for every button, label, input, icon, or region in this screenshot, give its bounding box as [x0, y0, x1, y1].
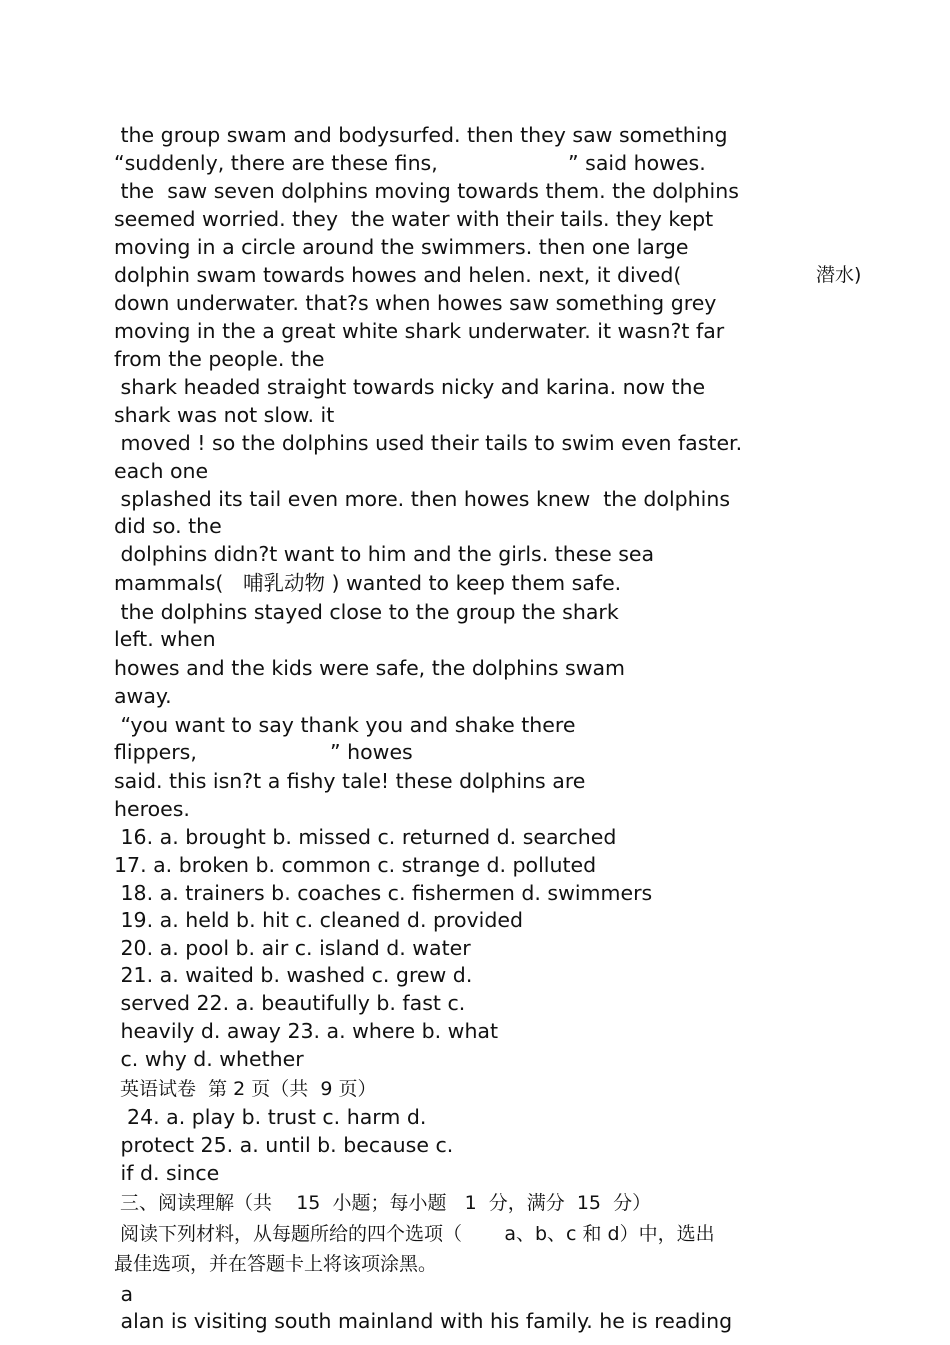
passage-line: the saw seven dolphins moving towards them. the dolphins [114, 179, 739, 203]
passage-line: moving in the a great white shark underwater. it wasn?t far [114, 319, 725, 343]
section-heading: 三、阅读理解（共 15 小题；每小题 1 分，满分 15 分） [114, 1192, 652, 1214]
option-line: c. why d. whether [114, 1047, 304, 1071]
passage-line: the group swam and bodysurfed. then they saw something [114, 123, 728, 147]
option-line: 20. a. pool b. air c. island d. water [114, 936, 471, 960]
option-line: 17. a. broken b. common c. strange d. polluted [114, 853, 597, 877]
option-line: 18. a. trainers b. coaches c. fishermen d. swimmers [114, 881, 653, 905]
passage-line: said. this isn?t a fishy tale! these dolphins are [114, 769, 586, 793]
passage-line: heroes. [114, 797, 190, 821]
section-instruction: 最佳选项，并在答题卡上将该项涂黑。 [114, 1253, 438, 1275]
passage-line: the dolphins stayed close to the group the shark [114, 600, 619, 624]
passage-line: away. [114, 684, 172, 708]
option-line: 21. a. waited b. washed c. grew d. [114, 963, 473, 987]
passage-line: “suddenly, there are these fins, [114, 151, 438, 175]
option-line: 19. a. held b. hit c. cleaned d. provided [114, 908, 523, 932]
passage-line: from the people. the [114, 347, 325, 371]
passage-line: splashed its tail even more. then howes knew the dolphins [114, 487, 731, 511]
passage-line: left. when [114, 627, 216, 651]
passage-line: seemed worried. they the water with their tails. they kept [114, 207, 714, 231]
passage-line: ” said howes. [568, 151, 706, 175]
option-line: 24. a. play b. trust c. harm d. [114, 1105, 427, 1129]
option-line: heavily d. away 23. a. where b. what [114, 1019, 499, 1043]
page-footer: 英语试卷 第 2 页（共 9 页） [114, 1078, 377, 1100]
passage-line: did so. the [114, 514, 222, 538]
option-line: 16. a. brought b. missed c. returned d. searched [114, 825, 617, 849]
option-line: served 22. a. beautifully b. fast c. [114, 991, 466, 1015]
passage-line: shark headed straight towards nicky and karina. now the [114, 375, 706, 399]
option-line: if d. since [114, 1161, 220, 1185]
passage-line: down underwater. that?s when howes saw something grey [114, 291, 717, 315]
passage-line: dolphins didn?t want to him and the girls. these sea [114, 542, 655, 566]
passage-line: moved ! so the dolphins used their tails to swim even faster. [114, 431, 743, 455]
passage-line: moving in a circle around the swimmers. then one large [114, 235, 689, 259]
option-line: protect 25. a. until b. because c. [114, 1133, 454, 1157]
passage-line: alan is visiting south mainland with his family. he is reading [114, 1309, 733, 1333]
section-instruction: 阅读下列材料，从每题所给的四个选项（ a、b、c 和 d）中，选出 [114, 1223, 715, 1245]
part-label: a [114, 1282, 134, 1306]
passage-line: shark was not slow. it [114, 403, 335, 427]
passage-line: howes and the kids were safe, the dolphins swam [114, 656, 625, 680]
passage-line: dolphin swam towards howes and helen. next, it dived( [114, 263, 682, 287]
passage-line: ” howes [330, 740, 413, 764]
passage-line: flippers, [114, 740, 197, 764]
passage-line: “you want to say thank you and shake there [114, 713, 576, 737]
passage-line: each one [114, 459, 209, 483]
gloss-note: 潜水) [816, 264, 862, 286]
passage-line: mammals( 哺乳动物 ) wanted to keep them safe. [114, 571, 622, 595]
